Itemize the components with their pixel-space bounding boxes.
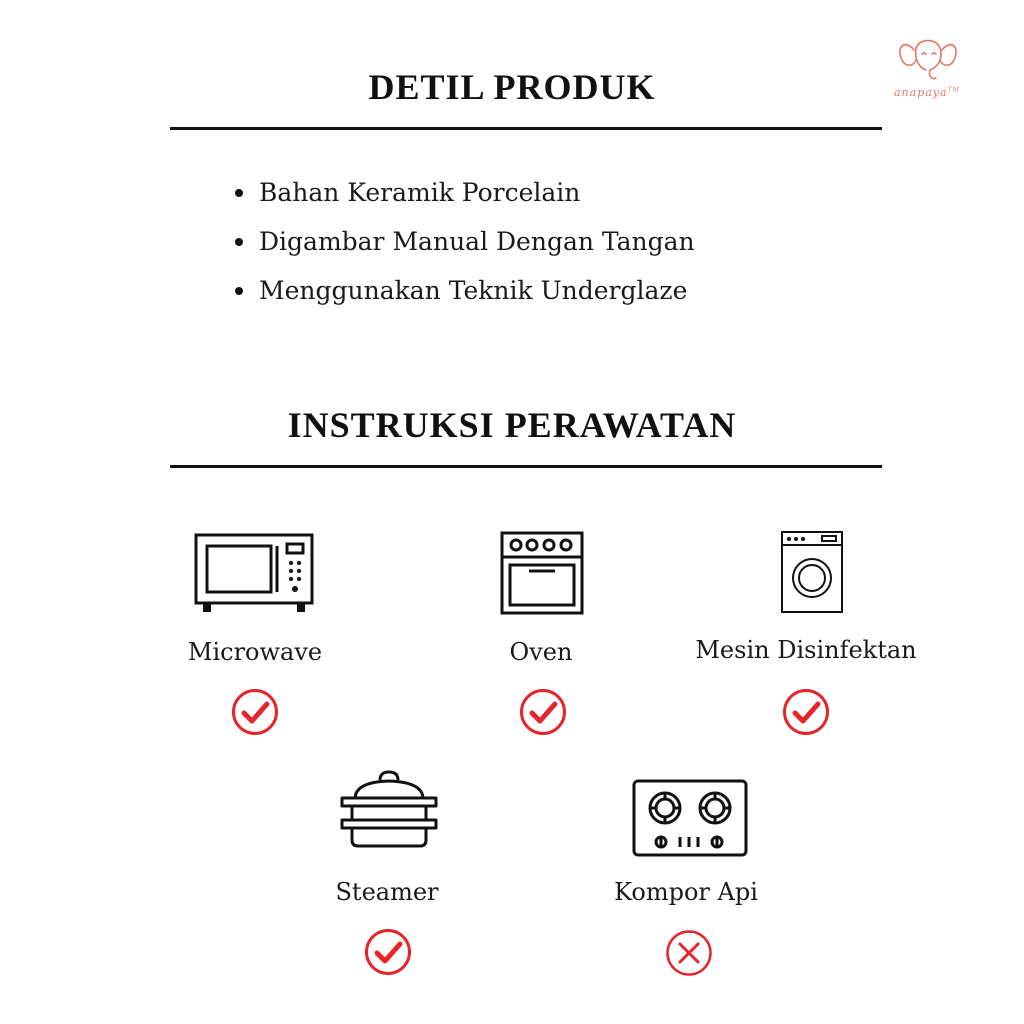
brand-name: anapaya (894, 86, 948, 99)
bullet-icon (235, 238, 243, 246)
check-icon (231, 688, 279, 736)
appliance-label: Microwave (187, 638, 323, 666)
care-divider (170, 465, 882, 468)
list-item (235, 227, 695, 256)
appliance-label: Steamer (335, 878, 439, 906)
appliance-label: Kompor Api (614, 878, 758, 906)
detail-item-text: Menggunakan Teknik Underglaze (259, 276, 688, 305)
detail-divider (170, 127, 882, 130)
list-item (235, 276, 687, 305)
detail-item-text: Digambar Manual Dengan Tangan (259, 227, 695, 256)
detail-item-text: Bahan Keramik Porcelain (259, 178, 581, 207)
brand-tm: TM (947, 86, 960, 94)
bullet-icon (235, 287, 243, 295)
check-icon (519, 688, 567, 736)
gas-stove-icon (631, 778, 749, 858)
cross-icon (665, 929, 713, 977)
bullet-icon (235, 189, 243, 197)
list-item (235, 178, 580, 207)
detail-title: DETIL PRODUK (368, 67, 656, 107)
check-icon (364, 928, 412, 976)
check-icon (782, 688, 830, 736)
washing-machine-icon (780, 530, 844, 614)
oven-icon (499, 530, 585, 616)
appliance-label: Mesin Disinfektan (695, 636, 917, 664)
steamer-pot-icon (338, 768, 440, 850)
care-title: INSTRUKSI PERAWATAN (287, 405, 737, 445)
appliance-label: Oven (509, 638, 573, 666)
microwave-icon (193, 532, 315, 614)
